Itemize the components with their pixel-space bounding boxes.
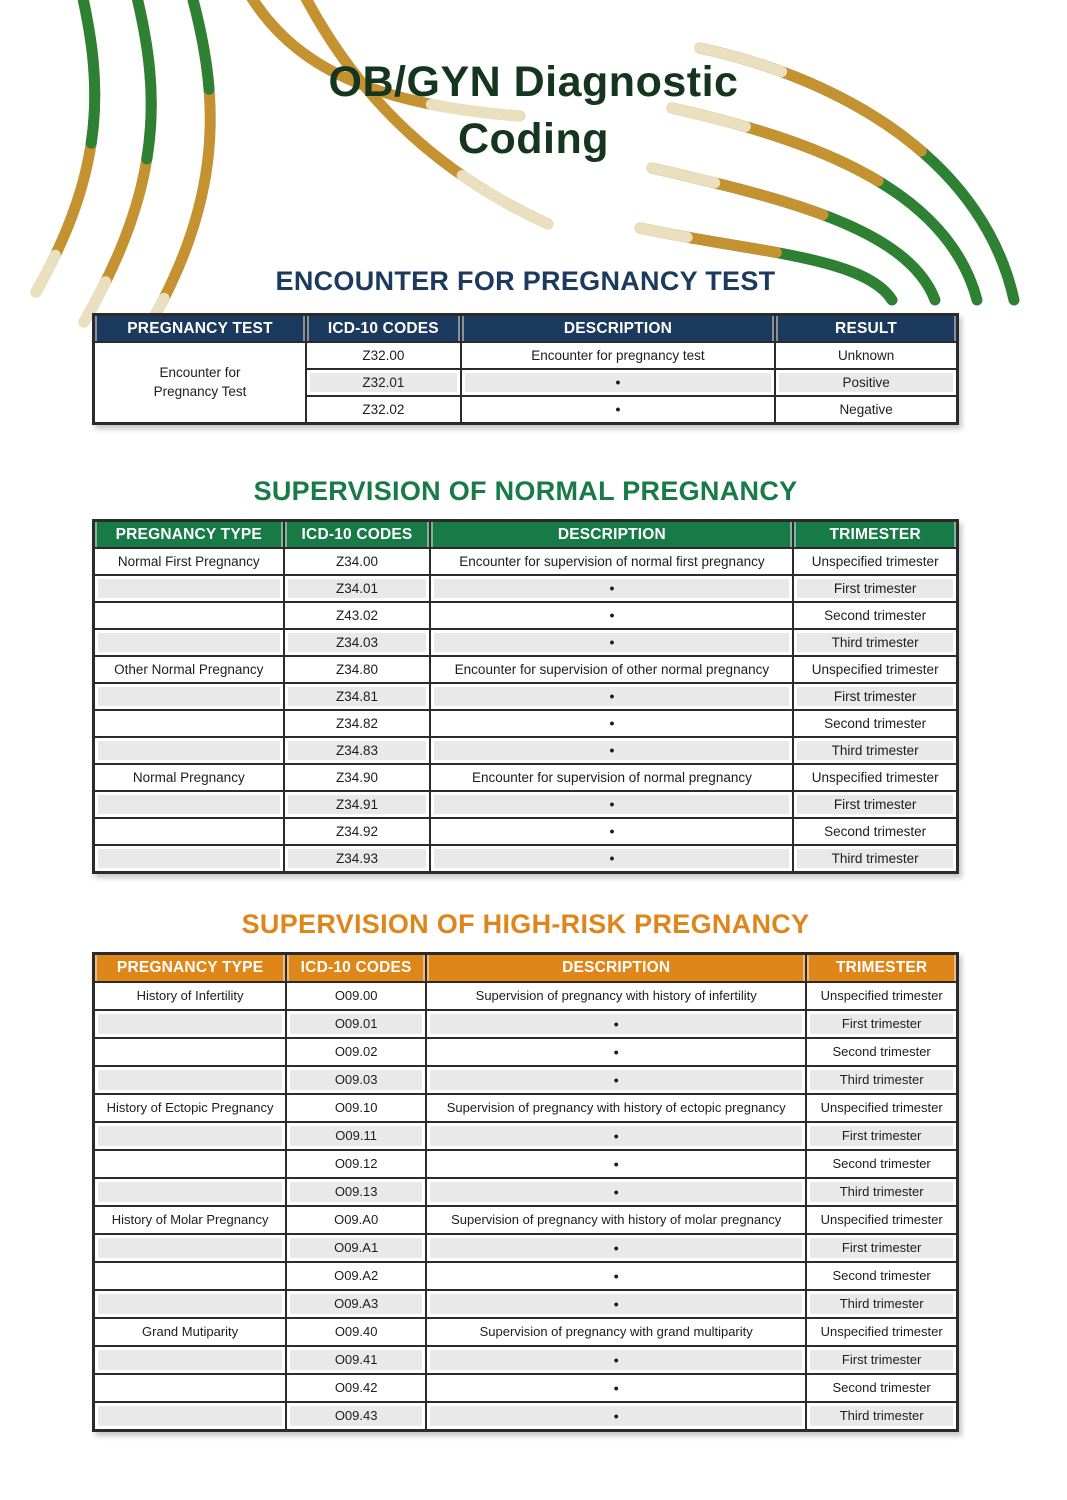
cell-icd10-code: O09.41 (286, 1346, 426, 1374)
page-title (0, 54, 1067, 168)
cell-icd10-code: Z34.93 (284, 845, 431, 873)
cell-icd10-code: Z34.91 (284, 791, 431, 818)
column-header: TRIMESTER (793, 521, 957, 549)
table-row (94, 1094, 958, 1122)
cell-pregnancy-type: History of Molar Pregnancy (94, 1206, 287, 1234)
cell-trimester: Third trimester (793, 629, 957, 656)
normal-pregnancy-table (92, 519, 959, 874)
table-row (94, 845, 958, 873)
cell-icd10-code: O09.01 (286, 1010, 426, 1038)
cell-description: • (426, 1038, 806, 1066)
cell-description: • (426, 1374, 806, 1402)
cell-pregnancy-type (94, 737, 284, 764)
cell-pregnancy-type (94, 1290, 287, 1318)
cell-icd10-code: O09.12 (286, 1150, 426, 1178)
table-row (94, 764, 958, 791)
table-row (94, 1318, 958, 1346)
cell-icd10-code: Z34.80 (284, 656, 431, 683)
section-heading-normal-pregnancy: SUPERVISION OF NORMAL PREGNANCY (253, 476, 798, 506)
table-row (94, 1010, 958, 1038)
cell-trimester: Second trimester (806, 1038, 957, 1066)
cell-description: • (430, 602, 793, 629)
cell-trimester: Second trimester (793, 818, 957, 845)
column-header: DESCRIPTION (461, 315, 776, 343)
table-row (94, 1038, 958, 1066)
cell-pregnancy-test-group (94, 342, 307, 424)
cell-trimester: Unspecified trimester (806, 982, 957, 1010)
cell-description: • (430, 737, 793, 764)
merged-group-label: Encounter for Pregnancy Test (153, 365, 247, 399)
cell-description: Encounter for supervision of other normal pregnancy (430, 656, 793, 683)
cell-trimester: Third trimester (806, 1178, 957, 1206)
cell-trimester: Second trimester (793, 602, 957, 629)
table-row (94, 1150, 958, 1178)
table-row (94, 982, 958, 1010)
section-high-risk-pregnancy (92, 909, 959, 1432)
cell-trimester: Third trimester (806, 1402, 957, 1431)
cell-description: • (426, 1010, 806, 1038)
table-row (94, 629, 958, 656)
cell-description: • (430, 791, 793, 818)
table-row (94, 683, 958, 710)
table-row (94, 818, 958, 845)
cell-description: Encounter for pregnancy test (461, 342, 776, 369)
cell-description: • (430, 683, 793, 710)
column-header: PREGNANCY TEST (94, 315, 307, 343)
cell-trimester: First trimester (793, 683, 957, 710)
column-header: PREGNANCY TYPE (94, 954, 287, 983)
cell-icd10-code: Z34.90 (284, 764, 431, 791)
table-row (94, 602, 958, 629)
cell-description: • (426, 1234, 806, 1262)
cell-description: • (430, 629, 793, 656)
cell-trimester: Second trimester (806, 1262, 957, 1290)
cell-trimester: Third trimester (793, 737, 957, 764)
cell-trimester: Unspecified trimester (793, 548, 957, 575)
section-heading-pregnancy-test: ENCOUNTER FOR PREGNANCY TEST (275, 266, 776, 296)
cell-pregnancy-type (94, 845, 284, 873)
cell-icd10-code: O09.A0 (286, 1206, 426, 1234)
cell-description: • (426, 1178, 806, 1206)
cell-icd10-code: Z34.03 (284, 629, 431, 656)
table-row (94, 1122, 958, 1150)
cell-icd10-code: Z34.83 (284, 737, 431, 764)
cell-description: • (426, 1290, 806, 1318)
table-row (94, 575, 958, 602)
header-row (94, 954, 958, 983)
page-title-line2: Coding (457, 114, 610, 163)
cell-icd10-code: Z34.92 (284, 818, 431, 845)
cell-description: • (430, 575, 793, 602)
cell-pregnancy-type (94, 791, 284, 818)
section-pregnancy-test (92, 266, 959, 425)
cell-description: • (430, 818, 793, 845)
table-row (94, 1234, 958, 1262)
cell-description: • (426, 1402, 806, 1431)
cell-description: Supervision of pregnancy with history of infertility (426, 982, 806, 1010)
cell-pregnancy-type (94, 602, 284, 629)
header-row (94, 315, 958, 343)
cell-description: • (426, 1066, 806, 1094)
cell-pregnancy-type (94, 1234, 287, 1262)
cell-icd10-code: Z43.02 (284, 602, 431, 629)
cell-pregnancy-type (94, 629, 284, 656)
column-header: PREGNANCY TYPE (94, 521, 284, 549)
cell-trimester: First trimester (806, 1234, 957, 1262)
cell-pregnancy-type (94, 575, 284, 602)
cell-description: Encounter for supervision of normal pregnancy (430, 764, 793, 791)
cell-description: • (426, 1122, 806, 1150)
cell-description: • (426, 1150, 806, 1178)
table-row (94, 1206, 958, 1234)
cell-trimester: Third trimester (793, 845, 957, 873)
cell-pregnancy-type (94, 1010, 287, 1038)
cell-result: Unknown (775, 342, 957, 369)
cell-icd10-code: O09.A3 (286, 1290, 426, 1318)
table-row (94, 1178, 958, 1206)
cell-description: Supervision of pregnancy with history of molar pregnancy (426, 1206, 806, 1234)
cell-result: Positive (775, 369, 957, 396)
cell-pregnancy-type: Grand Mutiparity (94, 1318, 287, 1346)
cell-description: Supervision of pregnancy with grand multiparity (426, 1318, 806, 1346)
cell-trimester: Second trimester (806, 1374, 957, 1402)
pregnancy-test-table (92, 313, 959, 425)
cell-description: Supervision of pregnancy with history of ectopic pregnancy (426, 1094, 806, 1122)
cell-icd10-code: O09.10 (286, 1094, 426, 1122)
cell-trimester: First trimester (806, 1122, 957, 1150)
cell-pregnancy-type (94, 1150, 287, 1178)
cell-pregnancy-type (94, 818, 284, 845)
cell-icd10-code: Z34.81 (284, 683, 431, 710)
cell-trimester: Third trimester (806, 1066, 957, 1094)
cell-description: • (430, 845, 793, 873)
table-row (94, 342, 958, 369)
cell-trimester: Unspecified trimester (806, 1318, 957, 1346)
cell-trimester: Unspecified trimester (793, 656, 957, 683)
cell-pregnancy-type (94, 1346, 287, 1374)
cell-icd10-code: O09.13 (286, 1178, 426, 1206)
table-row (94, 1290, 958, 1318)
cell-icd10-code: O09.43 (286, 1402, 426, 1431)
cell-icd10-code: O09.11 (286, 1122, 426, 1150)
column-header: ICD-10 CODES (286, 954, 426, 983)
cell-icd10-code: O09.40 (286, 1318, 426, 1346)
table-row (94, 1346, 958, 1374)
cell-icd10-code: O09.03 (286, 1066, 426, 1094)
cell-trimester: Unspecified trimester (806, 1094, 957, 1122)
cell-description: • (426, 1262, 806, 1290)
cell-pregnancy-type: Normal Pregnancy (94, 764, 284, 791)
section-heading-high-risk-pregnancy: SUPERVISION OF HIGH-RISK PREGNANCY (241, 909, 810, 939)
cell-description: • (461, 369, 776, 396)
cell-icd10-code: O09.A2 (286, 1262, 426, 1290)
cell-icd10-code: Z34.00 (284, 548, 431, 575)
cell-pregnancy-type (94, 1122, 287, 1150)
column-header: ICD-10 CODES (284, 521, 431, 549)
column-header: ICD-10 CODES (306, 315, 461, 343)
cell-icd10-code: Z32.02 (306, 396, 461, 424)
cell-pregnancy-type (94, 1178, 287, 1206)
cell-trimester: Second trimester (793, 710, 957, 737)
cell-trimester: Second trimester (806, 1150, 957, 1178)
cell-pregnancy-type: Normal First Pregnancy (94, 548, 284, 575)
table-row (94, 1066, 958, 1094)
cell-description: • (426, 1346, 806, 1374)
cell-description: Encounter for supervision of normal first pregnancy (430, 548, 793, 575)
high-risk-pregnancy-table (92, 952, 959, 1432)
table-row (94, 710, 958, 737)
table-row (94, 1374, 958, 1402)
cell-pregnancy-type (94, 1402, 287, 1431)
cell-trimester: First trimester (793, 575, 957, 602)
cell-description: • (430, 710, 793, 737)
cell-icd10-code: Z32.01 (306, 369, 461, 396)
cell-pregnancy-type (94, 1038, 287, 1066)
cell-icd10-code: Z32.00 (306, 342, 461, 369)
cell-pregnancy-type (94, 1262, 287, 1290)
table-row (94, 548, 958, 575)
cell-description: • (461, 396, 776, 424)
column-header: DESCRIPTION (426, 954, 806, 983)
cell-trimester: Unspecified trimester (806, 1206, 957, 1234)
cell-pregnancy-type (94, 710, 284, 737)
cell-pregnancy-type: History of Infertility (94, 982, 287, 1010)
cell-icd10-code: O09.02 (286, 1038, 426, 1066)
cell-trimester: Third trimester (806, 1290, 957, 1318)
page-title-line1: OB/GYN Diagnostic (328, 58, 739, 106)
header-row (94, 521, 958, 549)
cell-pregnancy-type: History of Ectopic Pregnancy (94, 1094, 287, 1122)
table-row (94, 737, 958, 764)
column-header: RESULT (775, 315, 957, 343)
column-header: TRIMESTER (806, 954, 957, 983)
column-header: DESCRIPTION (430, 521, 793, 549)
cell-trimester: First trimester (806, 1346, 957, 1374)
cell-icd10-code: Z34.82 (284, 710, 431, 737)
cell-icd10-code: O09.00 (286, 982, 426, 1010)
cell-pregnancy-type: Other Normal Pregnancy (94, 656, 284, 683)
table-row (94, 1402, 958, 1431)
cell-result: Negative (775, 396, 957, 424)
table-row (94, 1262, 958, 1290)
table-row (94, 656, 958, 683)
table-row (94, 791, 958, 818)
cell-icd10-code: Z34.01 (284, 575, 431, 602)
cell-icd10-code: O09.42 (286, 1374, 426, 1402)
cell-trimester: Unspecified trimester (793, 764, 957, 791)
section-normal-pregnancy (92, 476, 959, 874)
cell-pregnancy-type (94, 1066, 287, 1094)
cell-icd10-code: O09.A1 (286, 1234, 426, 1262)
cell-pregnancy-type (94, 1374, 287, 1402)
cell-trimester: First trimester (793, 791, 957, 818)
cell-pregnancy-type (94, 683, 284, 710)
cell-trimester: First trimester (806, 1010, 957, 1038)
